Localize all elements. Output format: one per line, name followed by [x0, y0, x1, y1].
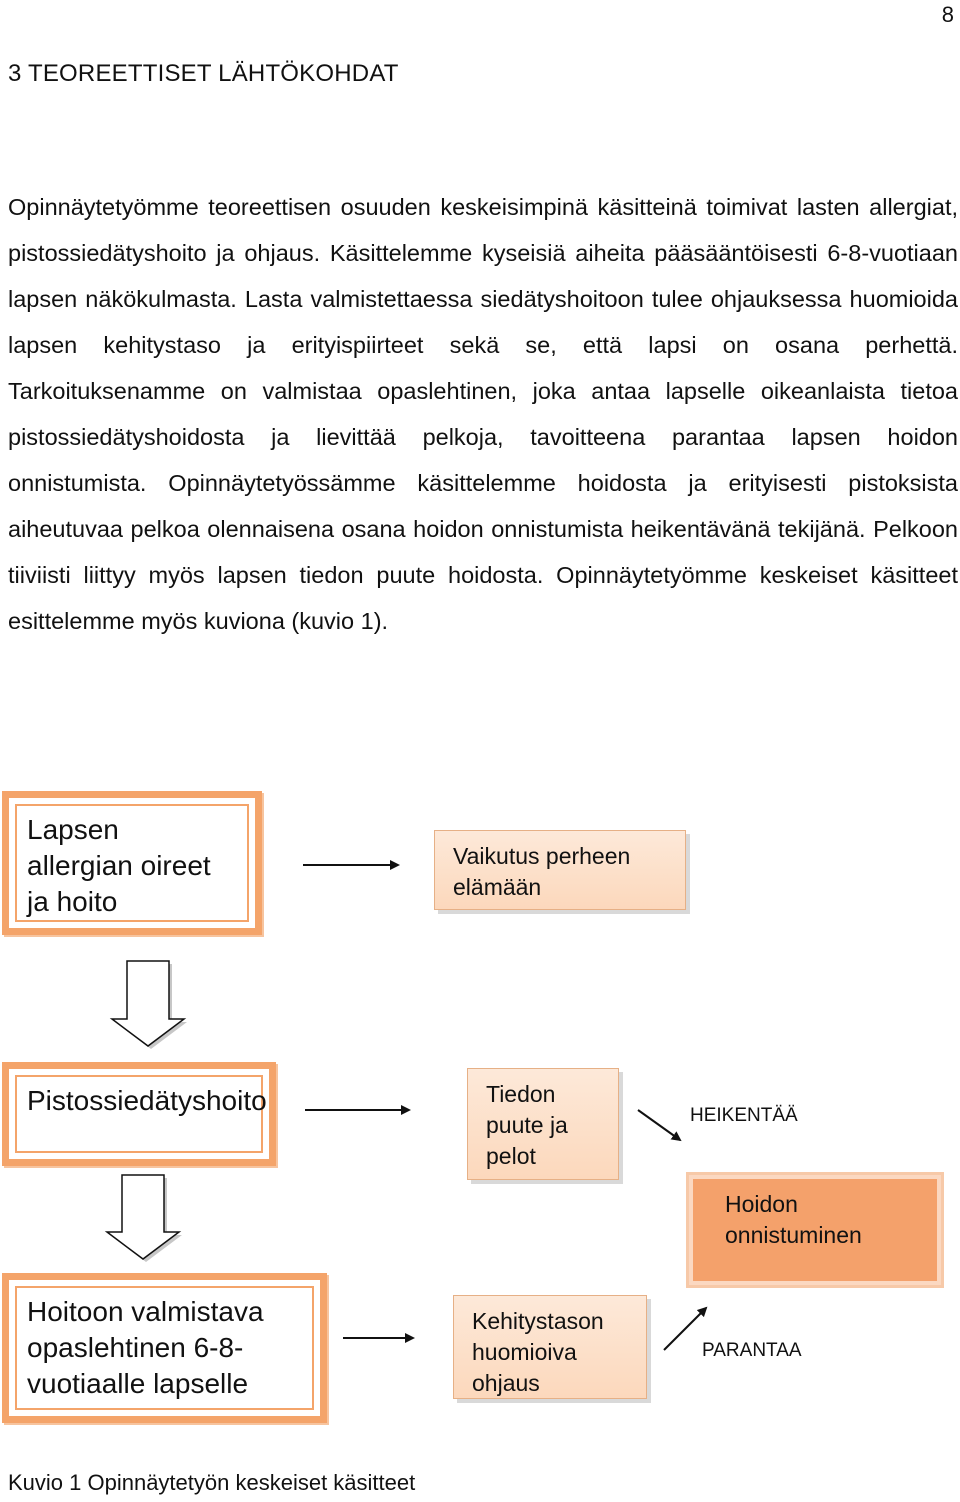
figure-caption: Kuvio 1 Opinnäytetyön keskeiset käsitteet	[8, 1470, 416, 1495]
knowledge-gap-label: Tiedon puute ja pelot	[486, 1081, 568, 1169]
guidance-label: Kehitystason huomioiva ohjaus	[472, 1308, 604, 1396]
weakens-label: HEIKENTÄÄ	[690, 1105, 798, 1126]
section-heading: 3 TEOREETTISET LÄHTÖKOHDAT	[8, 60, 399, 87]
allergy-box-label: Lapsen allergian oireet ja hoito	[27, 814, 211, 917]
page-number: 8	[941, 2, 954, 27]
treatment-success-label: Hoidon onnistuminen	[725, 1191, 862, 1248]
block-arrow-down-icon	[107, 1175, 182, 1262]
booklet-label: Hoitoon valmistava opaslehtinen 6-8-vuotiaalle lapselle	[27, 1296, 264, 1399]
arrow-down-right-icon	[638, 1110, 680, 1140]
block-arrow-down-icon	[112, 961, 187, 1049]
family-impact-label: Vaikutus perheen elämään	[453, 843, 631, 900]
body-paragraph: Opinnäytetyömme teoreettisen osuuden keskeisimpinä käsitteinä toimivat lasten allergiat, pistossiedätyshoito ja ohjaus. Käsittelemme kyseisiä aiheita pääsääntöisesti 6-8-vuotiaan lapsen näkökulmasta. Lasta valmistettaessa siedätyshoitoon tulee ohjauksessa huomioida lapsen kehitystaso ja erityispiirteet sekä se, että lapsi on osana perhettä. Tarkoituksenamme on valmistaa opaslehtinen, joka antaa lapselle oikeanlaista tietoa pistossiedätyshoidosta ja lievittää pelkoja, tavoitteena parantaa lapsen hoidon onnistumista. Opinnäytetyössämme käsittelemme hoidosta ja erityisesti pistoksista aiheutuvaa pelkoa olennaisena osana hoidon onnistumista heikentävänä tekijänä. Pelkoon tiiviisti liittyy myös lapsen tiedon puute hoidosta. Opinnäytetyömme keskeiset käsitteet esittelemme myös kuviona (kuvio 1).	[8, 194, 958, 634]
arrow-up-right-icon	[664, 1308, 706, 1350]
improves-label: PARANTAA	[702, 1340, 802, 1361]
injection-therapy-label: Pistossiedätyshoito	[27, 1085, 267, 1116]
